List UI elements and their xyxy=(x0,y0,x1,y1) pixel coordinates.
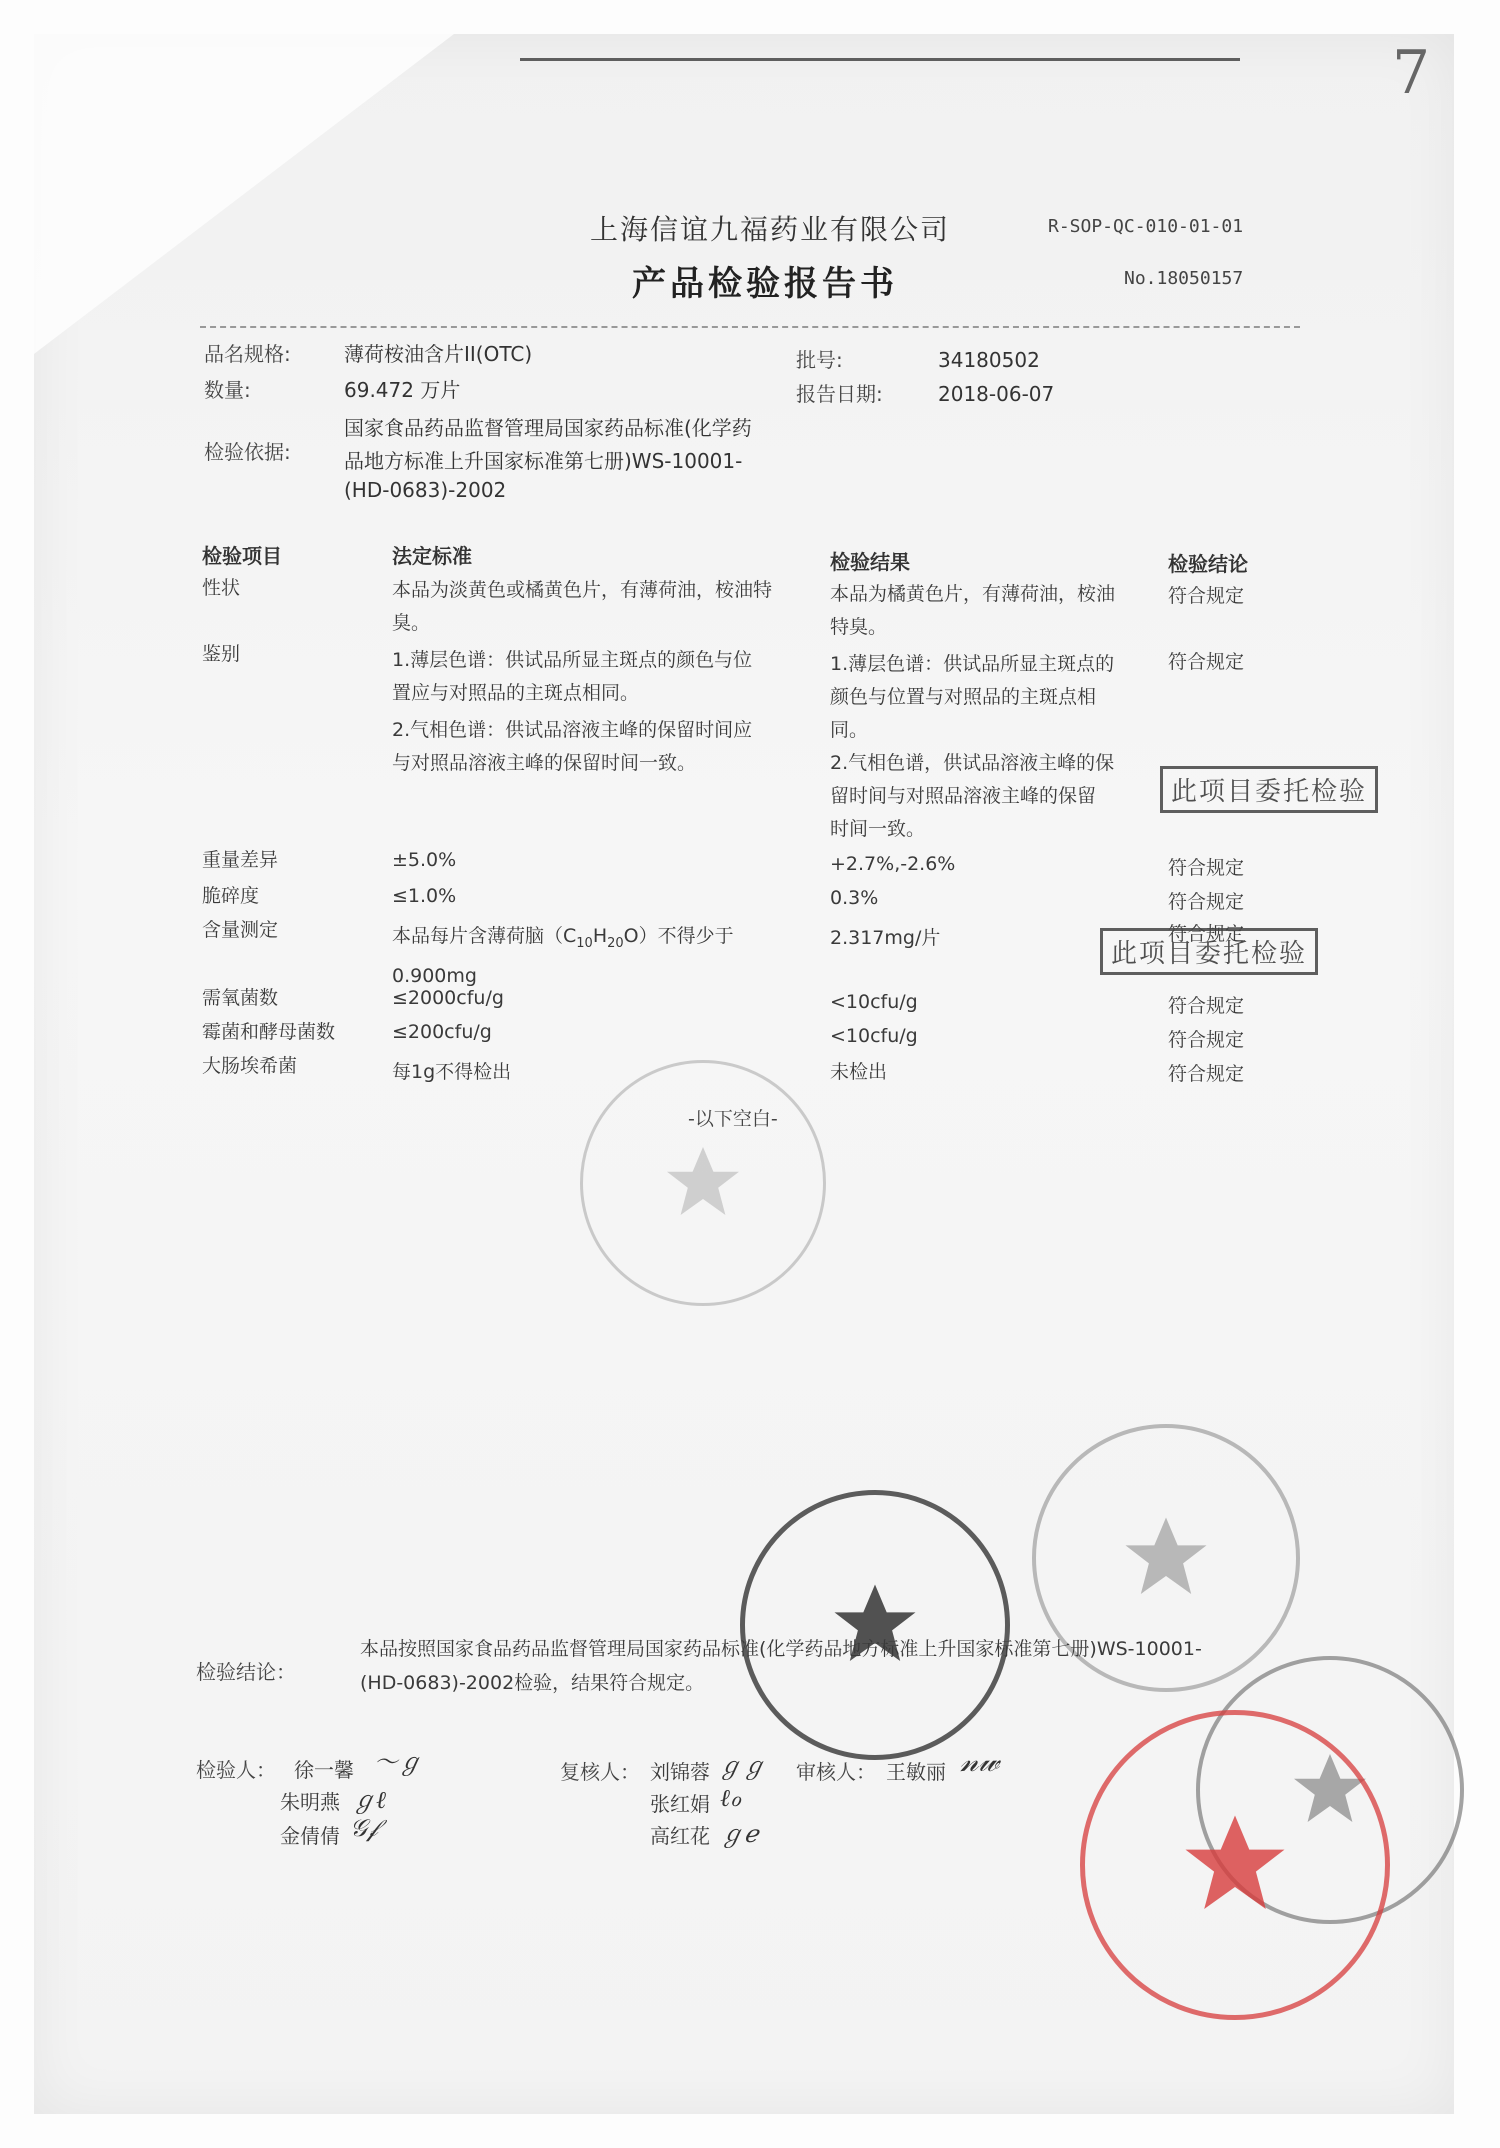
row-item-mold: 霉菌和酵母菌数 xyxy=(202,1021,336,1043)
page-number: 7 xyxy=(1392,38,1431,108)
reviewer-2: 张红娟 xyxy=(650,1792,710,1816)
row-result-aerobic: <10cfu/g xyxy=(830,991,918,1013)
date-label: 报告日期: xyxy=(796,382,883,406)
row-item-identification: 鉴别 xyxy=(202,643,241,665)
approver-label: 审核人： xyxy=(796,1760,876,1784)
star-icon xyxy=(1180,1810,1290,1920)
reviewer-3-signature: ℊℯ xyxy=(720,1820,759,1848)
row-result-identification: 1.薄层色谱：供试品所显主斑点的 颜色与位置与对照品的主斑点相 同。 2.气相色谱，供试品溶液主峰的保 留时间与对照品溶液主峰的保留 时间一致。 xyxy=(830,653,1115,840)
conclusion-label: 检验结论： xyxy=(196,1660,296,1684)
reviewer-3: 高红花 xyxy=(650,1824,710,1848)
row-result-ecoli: 未检出 xyxy=(830,1061,888,1083)
date-value: 2018-06-07 xyxy=(938,382,1055,406)
reviewer-1: 刘锦蓉 xyxy=(650,1760,710,1784)
row-item-assay: 含量测定 xyxy=(202,919,279,941)
row-conclusion-weight: 符合规定 xyxy=(1168,857,1245,879)
top-rule xyxy=(520,58,1240,61)
approver-signature: 𝓃𝓌 xyxy=(960,1744,1000,1779)
row-conclusion-aerobic: 符合规定 xyxy=(1168,995,1245,1017)
conclusion-line-1: 本品按照国家食品药品监督管理局国家药品标准(化学药品地方标准上升国家标准第七册)WS-10001- xyxy=(360,1638,1202,1660)
row-conclusion-identification: 符合规定 xyxy=(1168,651,1245,673)
approver-name: 王敏丽 xyxy=(886,1760,946,1784)
product-value: 薄荷桉油含片ⅠⅠ(OTC) xyxy=(344,342,533,366)
row-standard-mold: ≤200cfu/g xyxy=(392,1021,492,1043)
report-number: No.18050157 xyxy=(1124,268,1244,289)
row-standard-friability: ≤1.0% xyxy=(392,885,457,907)
row-result-friability: 0.3% xyxy=(830,887,879,909)
report-title: 产品检验报告书 xyxy=(632,264,898,304)
basis-line-1: 国家食品药品监督管理局国家药品标准(化学药 xyxy=(344,416,752,440)
inspector-1: 徐一馨 xyxy=(294,1758,354,1782)
conclusion-line-2: (HD-0683)-2002检验，结果符合规定。 xyxy=(360,1672,705,1694)
row-item-ecoli: 大肠埃希菌 xyxy=(202,1055,298,1077)
row-result-mold: <10cfu/g xyxy=(830,1025,918,1047)
row-standard-weight: ±5.0% xyxy=(392,849,457,871)
inspector-1-signature: ～ℊ xyxy=(374,1748,422,1776)
folded-corner xyxy=(34,34,454,354)
col-header-item: 检验项目 xyxy=(202,544,282,568)
reviewer-2-signature: ℓℴ xyxy=(720,1784,742,1812)
product-label: 品名规格: xyxy=(204,342,291,366)
inspector-2: 朱明燕 xyxy=(280,1790,340,1814)
basis-line-2: 品地方标准上升国家标准第七册)WS-10001- xyxy=(344,449,743,473)
row-conclusion-appearance: 符合规定 xyxy=(1168,585,1245,607)
col-header-standard: 法定标准 xyxy=(392,544,472,568)
dark-seal xyxy=(740,1490,1010,1760)
batch-label: 批号: xyxy=(796,348,843,372)
form-code: R-SOP-QC-010-01-01 xyxy=(1048,216,1244,237)
row-standard-identification: 1.薄层色谱：供试品所显主斑点的颜色与位 置应与对照品的主斑点相同。 2.气相色谱：供试品溶液主峰的保留时间应 与对照品溶液主峰的保留时间一致。 xyxy=(392,649,753,774)
inspector-2-signature: ℊℓ xyxy=(352,1786,386,1814)
reviewer-label: 复核人： xyxy=(560,1760,640,1784)
red-seal xyxy=(1080,1710,1390,2020)
col-header-conclusion: 检验结论 xyxy=(1168,552,1248,576)
row-item-aerobic: 需氧菌数 xyxy=(202,987,279,1009)
qty-value: 69.472 万片 xyxy=(344,378,461,402)
row-conclusion-assay: 符合规定 xyxy=(1168,923,1245,945)
col-header-result: 检验结果 xyxy=(830,550,910,574)
inspector-label: 检验人： xyxy=(196,1758,276,1782)
batch-value: 34180502 xyxy=(938,348,1040,372)
row-standard-assay: 本品每片含薄荷脑$(C_{10}H_{20}O)$不得少于 0.900mg xyxy=(392,925,734,987)
row-result-appearance: 本品为橘黄色片，有薄荷油，桉油 特臭。 xyxy=(830,583,1116,638)
row-standard-aerobic: ≤2000cfu/g xyxy=(392,987,504,1009)
row-result-weight: +2.7%,-2.6% xyxy=(830,853,956,875)
row-result-assay: 2.317mg/片 xyxy=(830,927,941,949)
inspector-3: 金倩倩 xyxy=(280,1824,340,1848)
row-standard-ecoli: 每1g不得检出 xyxy=(392,1061,512,1083)
qty-label: 数量: xyxy=(204,378,251,402)
header-divider xyxy=(200,326,1300,328)
company-name: 上海信谊九福药业有限公司 xyxy=(590,213,951,246)
inspector-3-signature: 𝒢𝒻 xyxy=(350,1814,378,1842)
blank-below-marker: -以下空白- xyxy=(688,1108,778,1130)
reviewer-1-signature: ℊℊ xyxy=(718,1752,766,1780)
star-icon xyxy=(663,1143,743,1223)
faded-seal-center xyxy=(580,1060,826,1306)
row-item-weight: 重量差异 xyxy=(202,849,279,871)
row-standard-appearance: 本品为淡黄色或橘黄色片，有薄荷油，桉油特 臭。 xyxy=(392,579,773,634)
basis-label: 检验依据: xyxy=(204,440,291,464)
row-item-appearance: 性状 xyxy=(202,577,241,599)
entrusted-stamp-1: 此项目委托检验 xyxy=(1160,766,1378,813)
row-conclusion-friability: 符合规定 xyxy=(1168,891,1245,913)
entrusted-stamp-2: 此项目委托检验 xyxy=(1100,928,1318,975)
basis-line-3: (HD-0683)-2002 xyxy=(344,478,507,502)
star-icon xyxy=(1121,1513,1211,1603)
row-conclusion-ecoli: 符合规定 xyxy=(1168,1063,1245,1085)
row-item-friability: 脆碎度 xyxy=(202,885,260,907)
row-conclusion-mold: 符合规定 xyxy=(1168,1029,1245,1051)
